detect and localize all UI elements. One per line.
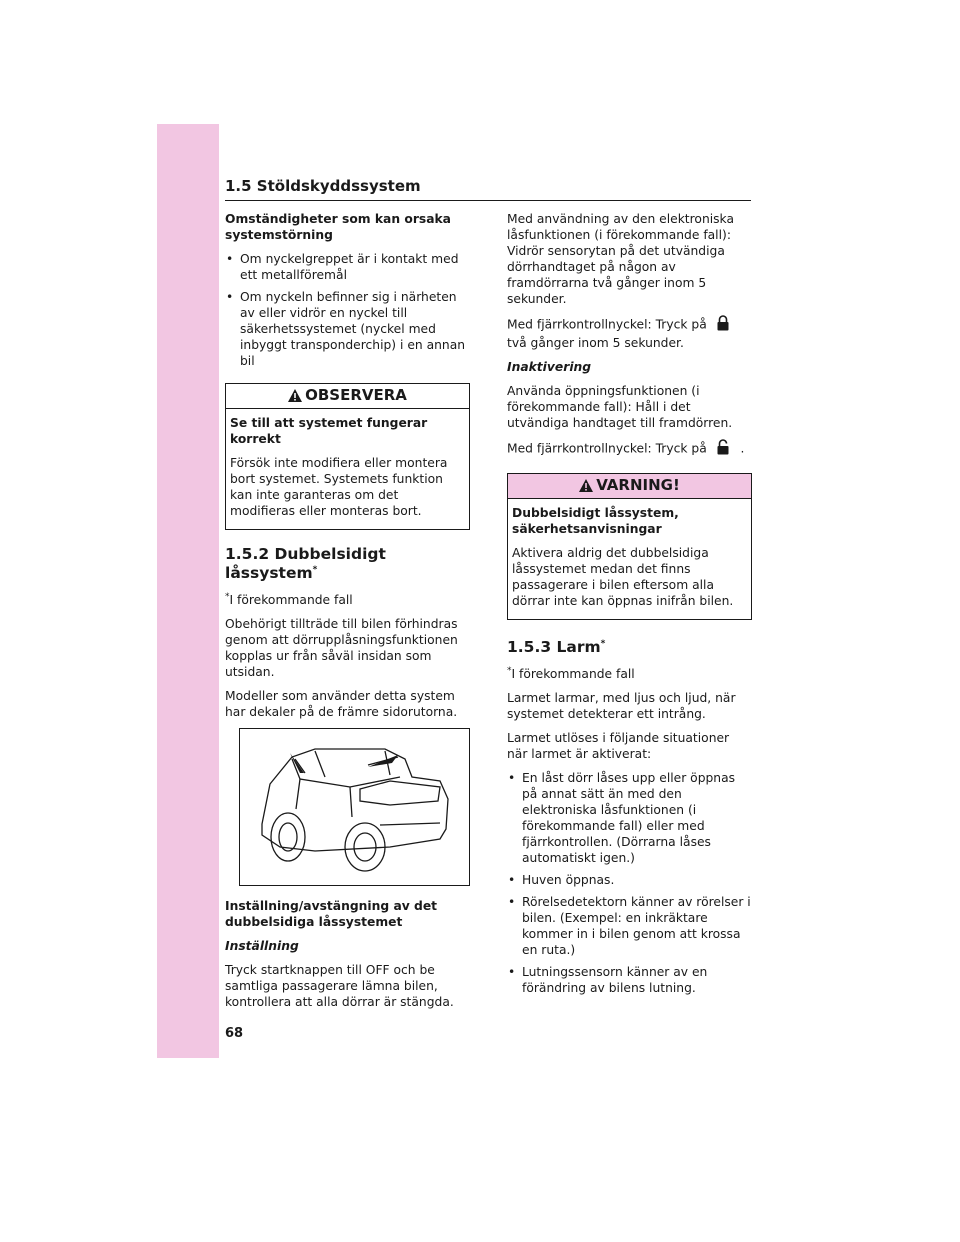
section-title-152: 1.5.2 Dubbelsidigt låssystem* (225, 545, 386, 583)
varning-label: VARNING! (596, 476, 680, 494)
section-title-153: 1.5.3 Larm* (507, 638, 606, 657)
side-tab (157, 124, 219, 1058)
paragraph: Larmet utlöses i följande situationer när larmet är aktiverat: (507, 731, 730, 762)
paragraph: Med användning av den elektroniska låsfunktionen (i förekommande fall): Vidrör sensorytan på det utvändiga dörrhandtaget på någon av framdörrarna två gånger inom 5 sekunder. (507, 212, 734, 306)
list-item: • Huven öppnas. (507, 872, 752, 888)
list-item: • Om nyckeln befinner sig i närheten av eller vidrör en nyckel till säkerhetssystemet (nyckel med inbyggt transponderchip) i en annan bil (225, 289, 470, 369)
list-item: • Om nyckelgreppet är i kontakt med ett metallföremål (225, 251, 470, 283)
page-number: 68 (225, 1026, 244, 1041)
varning-text: Aktivera aldrig det dubbelsidiga låssystemet medan det finns passagerare i bilen eftersom alla dörrar inte kan öppnas inifrån bilen. (512, 546, 734, 608)
list-item: • Lutningssensorn känner av en förändring av bilens lutning. (507, 964, 752, 996)
list-orsaka (225, 251, 470, 369)
observera-heading: Se till att systemet fungerar korrekt (230, 416, 428, 446)
header-rule (225, 200, 751, 201)
right-column (507, 211, 752, 1004)
observera-box (225, 383, 470, 530)
warning-triangle-icon (288, 389, 302, 405)
list-item: • Rörelsedetektorn känner av rörelser i bilen. (Exempel: en inkräktare kommer in i bilen genom att krossa en ruta.) (507, 894, 752, 958)
varning-box (507, 473, 752, 620)
unlock-icon (717, 439, 729, 459)
paragraph-unlock: Med fjärrkontrollnyckel: Tryck på . (507, 439, 752, 459)
varning-heading: Dubbelsidigt låssystem, säkerhetsanvisningar (512, 506, 679, 536)
paragraph: Larmet larmar, med ljus och ljud, när systemet detekterar ett intrång. (507, 691, 736, 722)
list-larm (507, 770, 752, 996)
list-item: • En låst dörr låses upp eller öppnas på annat sätt än med den elektroniska låsfunktionen (i förekommande fall) eller med fjärrkontrollen. (Dörrarna låses automatiskt igen.) (507, 770, 752, 866)
varning-title (508, 474, 751, 499)
footnote: *I förekommande fall (507, 666, 635, 682)
paragraph-lock: Med fjärrkontrollnyckel: Tryck på två gånger inom 5 sekunder. (507, 315, 752, 351)
heading-installning: Inställning/avstängning av det dubbelsidiga låssystemet (225, 899, 438, 930)
observera-title (226, 384, 469, 409)
warning-triangle-icon (579, 479, 593, 495)
page-header: 1.5 Stöldskyddssystem (225, 177, 421, 195)
observera-label: OBSERVERA (305, 386, 407, 404)
paragraph: Använda öppningsfunktionen (i förekommande fall): Håll i det utvändiga handtaget till framdörren. (507, 384, 733, 430)
heading-orsaka: Omständigheter som kan orsaka systemstörning (225, 212, 451, 242)
observera-text: Försök inte modifiera eller montera bort systemet. Systemets funktion kan inte garanteras om det modifieras eller monteras bort. (230, 456, 448, 518)
paragraph: Tryck startknappen till OFF och be samtliga passagerare lämna bilen, kontrollera att alla dörrar är stängda. (225, 963, 454, 1010)
paragraph: Obehörigt tillträde till bilen förhindras genom att dörrupplåsningsfunktionen kopplas ur från såväl insidan som utsidan. (225, 617, 458, 680)
subheading-installning: Inställning (225, 939, 299, 954)
paragraph: Modeller som använder detta system har dekaler på de främre sidorutorna. (225, 689, 458, 720)
car-illustration (239, 728, 470, 886)
footnote: *I förekommande fall (225, 592, 353, 608)
subheading-inaktivering: Inaktivering (507, 360, 592, 374)
lock-icon (717, 315, 729, 335)
left-column (225, 211, 470, 1018)
